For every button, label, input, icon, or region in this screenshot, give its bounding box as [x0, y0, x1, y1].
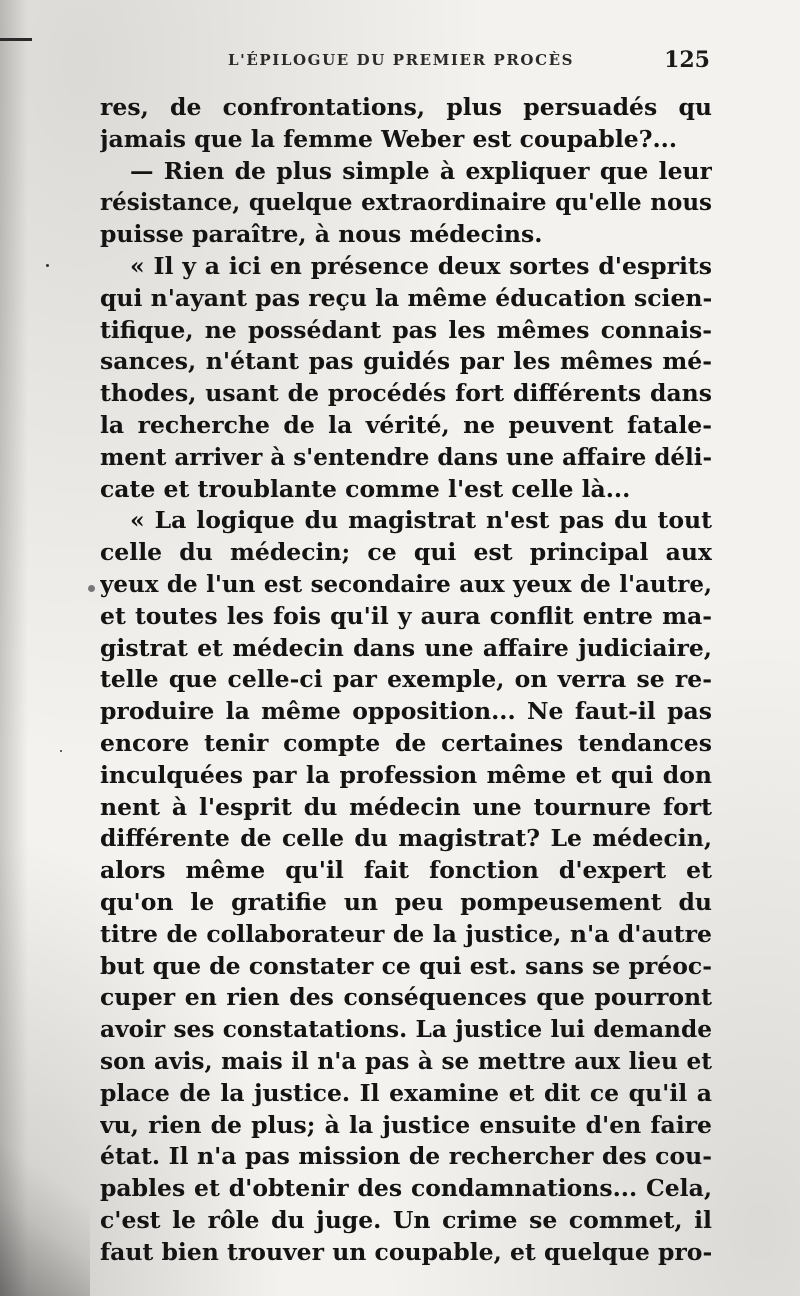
text-line: état. Il n'a pas mission de rechercher des cou-: [100, 1142, 712, 1171]
text-line: « Il y a ici en présence deux sortes d'esprits: [130, 251, 712, 280]
text-line: avoir ses constatations. La justice lui demande: [100, 1016, 712, 1044]
text-line: place de la justice. Il examine et dit ce qu'il a: [100, 1078, 712, 1107]
text-line: son avis, mais il n'a pas à se mettre aux lieu et: [100, 1047, 712, 1075]
text-line: jamais que la femme Weber est coupable?...: [100, 124, 678, 153]
text-line: et toutes les fois qu'il y aura conflit entre ma-: [100, 601, 712, 630]
text-line: cate et troublante comme l'est celle là...: [100, 474, 631, 503]
text-line: telle que celle-ci par exemple, on verra se re-: [100, 665, 712, 694]
page-edge-shadow: [0, 0, 28, 1296]
text-line: tifique, ne possédant pas les mêmes connais-: [100, 315, 712, 344]
text-line: gistrat et médecin dans une affaire judiciaire,: [100, 633, 712, 662]
text-line: la recherche de la vérité, ne peuvent fatale-: [100, 410, 712, 439]
margin-rule: [0, 38, 32, 41]
text-line: — Rien de plus simple à expliquer que leur: [130, 156, 712, 185]
text-line: encore tenir compte de certaines tendances: [100, 728, 712, 757]
text-line: titre de collaborateur de la justice, n'a d'autre: [100, 919, 712, 948]
text-line: res, de confrontations, plus persuadés qu: [100, 93, 712, 121]
text-line: sances, n'étant pas guidés par les mêmes mé-: [100, 347, 712, 376]
text-line: thodes, usant de procédés fort différents dans: [100, 379, 712, 408]
text-line: vu, rien de plus; à la justice ensuite d'en faire: [100, 1110, 712, 1139]
text-line: cuper en rien des conséquences que pourront: [100, 983, 712, 1012]
page-corner-shadow: [0, 1136, 90, 1296]
ink-speck: [46, 264, 49, 267]
ink-speck: [60, 750, 62, 752]
text-line: inculquées par la profession même et qui don: [100, 760, 712, 789]
text-line: nent à l'esprit du médecin une tournure fort: [100, 792, 712, 821]
text-line: différente de celle du magistrat? Le médecin,: [100, 824, 712, 853]
text-line: alors même qu'il fait fonction d'expert et: [100, 856, 712, 885]
running-header: [100, 47, 710, 83]
text-line: pables et d'obtenir des condamnations... Cela,: [100, 1174, 712, 1203]
text-line: but que de constater ce qui est. sans se préoc-: [100, 951, 712, 980]
text-line: résistance, quelque extraordinaire qu'elle nous: [100, 189, 712, 217]
text-line: c'est le rôle du juge. Un crime se commet, il: [100, 1205, 712, 1234]
ink-speck: [88, 585, 95, 592]
running-title: L'ÉPILOGUE DU PREMIER PROCÈS: [228, 51, 575, 69]
text-line: puisse paraître, à nous médecins.: [100, 220, 543, 249]
page-number: 125: [664, 47, 710, 73]
text-line: ment arriver à s'entendre dans une affaire déli-: [100, 443, 712, 471]
text-line: « La logique du magistrat n'est pas du tout: [130, 506, 712, 535]
text-line: qui n'ayant pas reçu la même éducation scien-: [100, 283, 712, 312]
text-line: celle du médecin; ce qui est principal aux: [100, 538, 712, 567]
text-line: faut bien trouver un coupable, et quelque pro-: [100, 1237, 712, 1266]
text-line: yeux de l'un est secondaire aux yeux de l'autre,: [100, 570, 712, 598]
text-line: produire la même opposition... Ne faut-il pas: [100, 697, 712, 726]
text-line: qu'on le gratifie un peu pompeusement du: [100, 887, 712, 916]
body-text: [100, 92, 712, 1268]
